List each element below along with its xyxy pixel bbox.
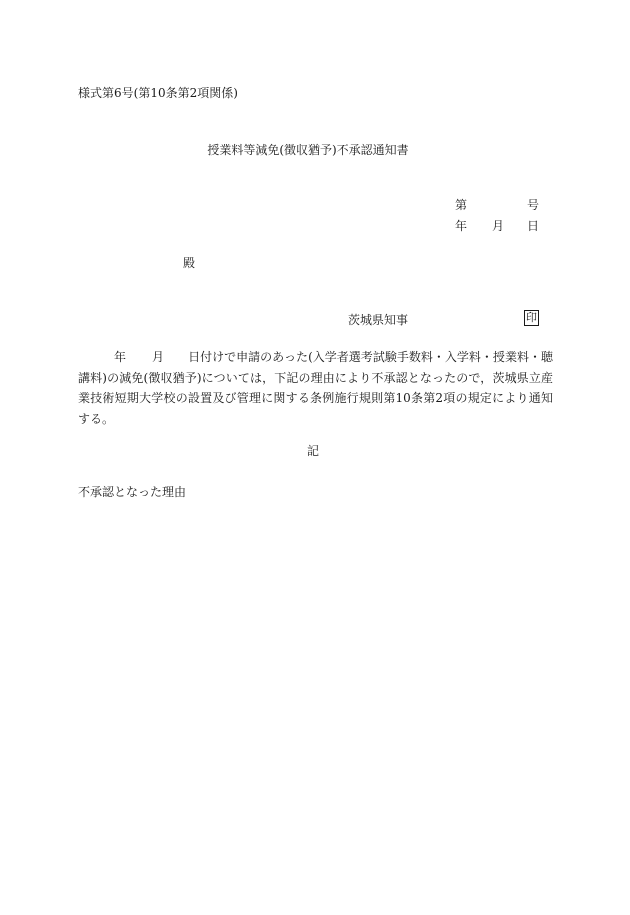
document-title-text: 授業料等減免(徴収猶予)不承認通知書 bbox=[207, 143, 409, 157]
seal-mark: 印 bbox=[526, 311, 537, 324]
body-text: 日付けで申請のあった(入学者選考試験手数料・入学料・授業料・聴講料)の減免(徴収猶予)については，下記の理由により不承認となったので，茨城県立産業技術短期大学校の設置及び管理に関する条例施行規則第10条第2項の規定により通知する。 bbox=[78, 350, 553, 426]
ki-heading: 記 bbox=[307, 444, 320, 458]
issuer-name: 茨城県知事 bbox=[348, 313, 409, 327]
addressee-honorific: 殿 bbox=[183, 256, 196, 270]
date-year: 年 bbox=[455, 219, 468, 233]
date-month: 月 bbox=[492, 219, 505, 233]
number-suffix: 号 bbox=[527, 198, 540, 212]
document-title bbox=[0, 143, 630, 157]
date-day: 日 bbox=[527, 219, 540, 233]
reason-label: 不承認となった理由 bbox=[78, 485, 187, 499]
body-year: 年 bbox=[114, 350, 127, 364]
number-prefix: 第 bbox=[455, 198, 468, 212]
notice-body bbox=[78, 347, 553, 429]
body-month: 月 bbox=[152, 350, 165, 364]
form-number: 様式第6号(第10条第2項関係) bbox=[78, 86, 238, 100]
